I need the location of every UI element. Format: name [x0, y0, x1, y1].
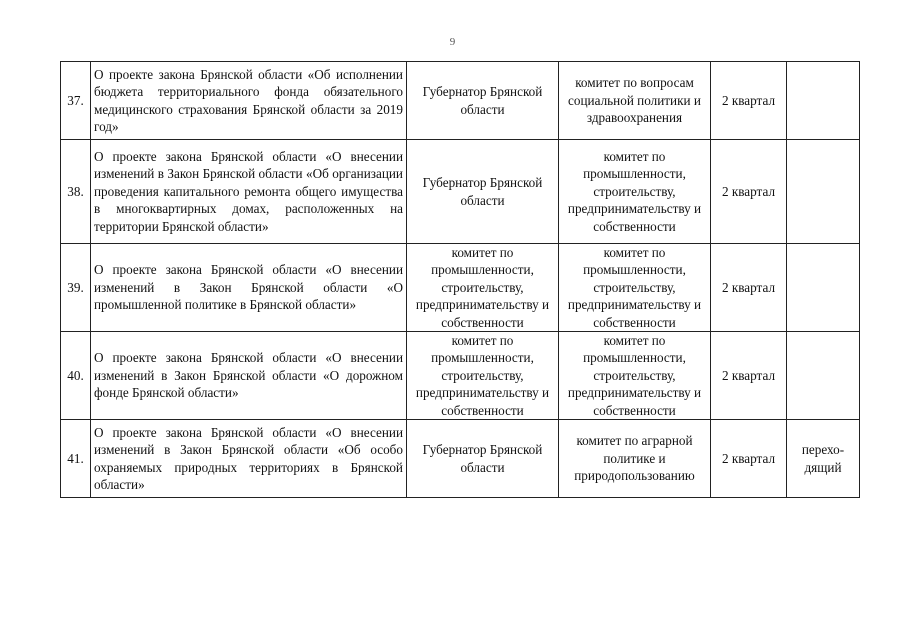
row-number: 39. — [61, 244, 91, 332]
table-row — [61, 62, 860, 140]
table-row — [61, 332, 860, 420]
row-initiator: Губернатор Брянской области — [407, 420, 559, 498]
row-committee: комитет по промышленности, строительству, предпринимательству и собственности — [559, 140, 711, 244]
row-title: О проекте закона Брянской области «Об исполнении бюджета территориального фонда обязательного медицинского страхования Брянской области за 2019 год» — [91, 62, 407, 140]
row-committee: комитет по промышленности, строительству, предпринимательству и собственности — [559, 244, 711, 332]
row-initiator: Губернатор Брянской области — [407, 62, 559, 140]
row-deadline: 2 квартал — [711, 420, 787, 498]
row-committee: комитет по вопросам социальной политики и здравоохранения — [559, 62, 711, 140]
row-deadline: 2 квартал — [711, 244, 787, 332]
row-note — [787, 244, 860, 332]
table-row — [61, 244, 860, 332]
row-title: О проекте закона Брянской области «О внесении изменений в Закон Брянской области «О дорожном фонде Брянской области» — [91, 332, 407, 420]
row-initiator: комитет по промышленности, строительству, предпринимательству и собственности — [407, 244, 559, 332]
table-row — [61, 140, 860, 244]
row-deadline: 2 квартал — [711, 332, 787, 420]
row-title: О проекте закона Брянской области «О внесении изменений в Закон Брянской области «Об особо охраняемых природных территориях в Брянской области» — [91, 420, 407, 498]
row-note: перехо-дящий — [787, 420, 860, 498]
row-deadline: 2 квартал — [711, 62, 787, 140]
row-note — [787, 140, 860, 244]
row-note — [787, 332, 860, 420]
row-title: О проекте закона Брянской области «О внесении изменений в Закон Брянской области «О промышленной политике в Брянской области» — [91, 244, 407, 332]
row-initiator: комитет по промышленности, строительству, предпринимательству и собственности — [407, 332, 559, 420]
table-row — [61, 420, 860, 498]
row-title: О проекте закона Брянской области «О внесении изменений в Закон Брянской области «Об организации проведения капитального ремонта общего имущества в многоквартирных домах, расположенных на территории Брянской области» — [91, 140, 407, 244]
row-initiator: Губернатор Брянской области — [407, 140, 559, 244]
row-number: 37. — [61, 62, 91, 140]
row-number: 40. — [61, 332, 91, 420]
row-committee: комитет по аграрной политике и природопользованию — [559, 420, 711, 498]
legislative-plan-table — [60, 61, 860, 498]
row-deadline: 2 квартал — [711, 140, 787, 244]
row-committee: комитет по промышленности, строительству, предпринимательству и собственности — [559, 332, 711, 420]
row-note — [787, 62, 860, 140]
row-number: 38. — [61, 140, 91, 244]
page-number: 9 — [449, 36, 456, 48]
row-number: 41. — [61, 420, 91, 498]
